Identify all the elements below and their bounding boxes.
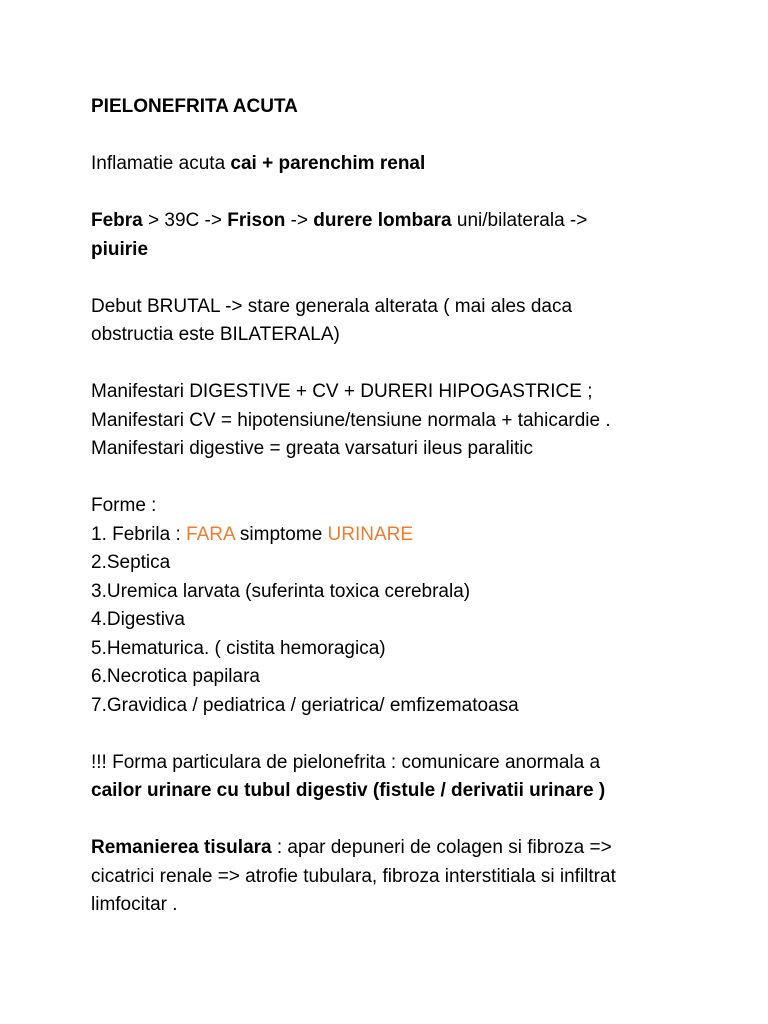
forme-item-febrila xyxy=(91,521,708,550)
document-title: PIELONEFRITA ACUTA xyxy=(91,96,298,117)
remanierea-rest: : apar depuneri de colagen si fibroza => xyxy=(271,837,612,858)
particulara-bold: cailor urinare cu tubul digestiv (fistule / derivatii urinare ) xyxy=(91,780,606,801)
symptom-text-1: > 39C -> xyxy=(142,210,228,231)
febrila-middle: simptome xyxy=(234,523,328,545)
symptom-frison: Frison xyxy=(227,210,286,231)
symptom-text-3: uni/bilaterala -> xyxy=(451,210,588,231)
symptom-durere: durere lombara xyxy=(313,210,452,231)
debut-line-2: obstructia este BILATERALA) xyxy=(91,324,340,345)
febrila-urinare: URINARE xyxy=(327,523,414,545)
febrila-fara: FARA xyxy=(186,523,235,545)
manifestari-line: Manifestari CV = hipotensiune/tensiune normala + tahicardie . xyxy=(91,409,611,431)
forme-item: 3.Uremica larvata (suferinta toxica cerebrala) xyxy=(91,580,471,602)
spacer xyxy=(91,350,708,379)
debut-line-1: Debut BRUTAL -> stare generala alterata ( mai ales daca xyxy=(91,295,573,317)
particulara-line-1: !!! Forma particulara de pielonefrita : comunicare anormala a xyxy=(91,751,601,773)
symptoms-line xyxy=(91,207,708,236)
spacer xyxy=(91,122,708,151)
definition-lead: Inflamatie acuta xyxy=(91,153,231,174)
spacer xyxy=(91,464,708,493)
spacer xyxy=(91,806,708,835)
forme-item: 7.Gravidica / pediatrica / geriatrica/ emfizematoasa xyxy=(91,694,519,716)
particulara-line-2 xyxy=(91,777,708,806)
spacer xyxy=(91,179,708,208)
forme-item: 6.Necrotica papilara xyxy=(91,666,260,687)
remanierea-line-3: limfocitar . xyxy=(91,894,178,915)
remanierea-line-1 xyxy=(91,834,708,863)
forme-heading: Forme : xyxy=(91,495,157,516)
febrila-prefix: 1. Febrila : xyxy=(91,523,187,545)
definition-line xyxy=(91,150,708,179)
spacer xyxy=(91,720,708,749)
symptom-febra: Febra xyxy=(91,210,143,231)
remanierea-line-2: cicatrici renale => atrofie tubulara, fibroza interstitiala si infiltrat xyxy=(91,865,616,887)
manifestari-line: Manifestari digestive = greata varsaturi ileus paralitic xyxy=(91,438,533,459)
forme-item: 4.Digestiva xyxy=(91,609,185,630)
symptom-piuirie: piuirie xyxy=(91,238,149,260)
remanierea-bold: Remanierea tisulara xyxy=(91,837,272,858)
forme-item: 5.Hematurica. ( cistita hemoragica) xyxy=(91,637,386,659)
spacer xyxy=(91,264,708,293)
forme-item: 2.Septica xyxy=(91,552,171,573)
definition-bold: cai + parenchim renal xyxy=(230,153,426,174)
manifestari-line: Manifestari DIGESTIVE + CV + DURERI HIPOGASTRICE ; xyxy=(91,381,593,402)
symptoms-line-2 xyxy=(91,236,708,265)
symptom-text-2: -> xyxy=(285,210,314,231)
